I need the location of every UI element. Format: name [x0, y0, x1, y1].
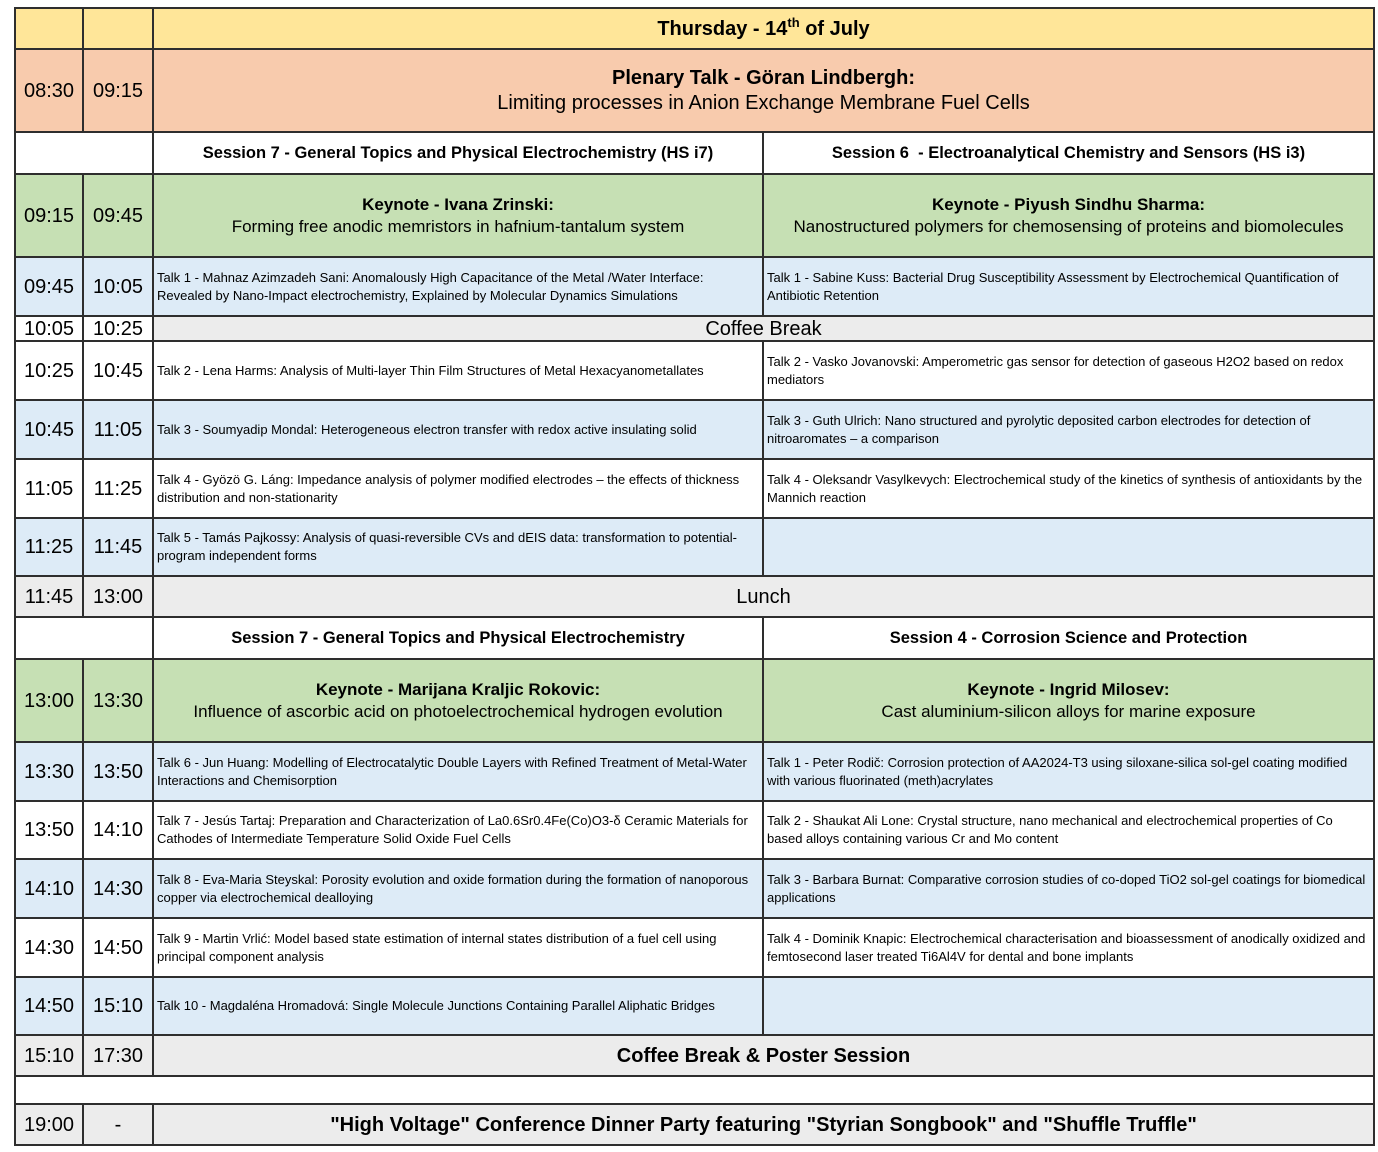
talk-row — [15, 257, 1374, 316]
start-time: 13:00 — [15, 659, 83, 742]
keynote-title: Influence of ascorbic acid on photoelectrochemical hydrogen evolution — [193, 701, 723, 721]
talk-row — [15, 341, 1374, 400]
keynote-heading: Keynote - Ivana Zrinski: — [362, 194, 554, 214]
start-time: 13:30 — [15, 742, 83, 801]
talk-right: Talk 4 - Dominik Knapic: Electrochemical characterisation and bioassessment of anodically oxidized and femtosecond laser treated Ti6Al4V for dental and bone implants — [763, 918, 1374, 977]
session-header-row — [15, 617, 1374, 659]
session-header-blank — [15, 132, 153, 174]
talk-row — [15, 918, 1374, 977]
end-time: 14:30 — [83, 859, 153, 918]
talk-right: Talk 4 - Oleksandr Vasylkevych: Electrochemical study of the kinetics of synthesis of antioxidants by the Mannich reaction — [763, 459, 1374, 518]
end-time: 14:10 — [83, 801, 153, 859]
end-time: 14:50 — [83, 918, 153, 977]
start-time: 09:15 — [15, 174, 83, 257]
talk-left: Talk 2 - Lena Harms: Analysis of Multi-layer Thin Film Structures of Metal Hexacyanometallates — [153, 341, 763, 400]
talk-left: Talk 1 - Mahnaz Azimzadeh Sani: Anomalously High Capacitance of the Metal /Water Interface: Revealed by Nano-Impact electrochemistry, Explained by Molecular Dynamics Simulations — [153, 257, 763, 316]
talk-row — [15, 459, 1374, 518]
spacer-row — [15, 1076, 1374, 1104]
dinner-label: "High Voltage" Conference Dinner Party featuring "Styrian Songbook" and "Shuffle Truffle" — [153, 1104, 1374, 1145]
talk-row — [15, 400, 1374, 459]
keynote-title: Cast aluminium-silicon alloys for marine exposure — [881, 701, 1256, 721]
talk-right: Talk 1 - Sabine Kuss: Bacterial Drug Susceptibility Assessment by Electrochemical Quantification of Antibiotic Retention — [763, 257, 1374, 316]
keynote-row — [15, 174, 1374, 257]
talk-row — [15, 518, 1374, 576]
keynote-left — [153, 174, 763, 257]
end-time: 11:05 — [83, 400, 153, 459]
start-time: 09:45 — [15, 257, 83, 316]
start-time: 14:10 — [15, 859, 83, 918]
talk-right: Talk 3 - Barbara Burnat: Comparative corrosion studies of co-doped TiO2 sol-gel coatings for biomedical applications — [763, 859, 1374, 918]
day-title-ordinal: th — [787, 14, 800, 30]
spacer-cell — [15, 1076, 1374, 1104]
end-time: 17:30 — [83, 1035, 153, 1076]
dinner-row — [15, 1104, 1374, 1145]
talk-row — [15, 801, 1374, 859]
talk-right: Talk 1 - Peter Rodič: Corrosion protection of AA2024-T3 using siloxane-silica sol-gel coating modified with various fluorinated (meth)acrylates — [763, 742, 1374, 801]
talk-left: Talk 4 - Gyözö G. Láng: Impedance analysis of polymer modified electrodes – the effects of thickness distribution and non-stationarity — [153, 459, 763, 518]
day-title — [153, 8, 1374, 49]
poster-session-label: Coffee Break & Poster Session — [153, 1035, 1374, 1076]
end-time: 09:45 — [83, 174, 153, 257]
talk-left: Talk 5 - Tamás Pajkossy: Analysis of quasi-reversible CVs and dEIS data: transformation to potential-program independent forms — [153, 518, 763, 576]
header-end-blank — [83, 8, 153, 49]
talk-right: Talk 2 - Shaukat Ali Lone: Crystal structure, nano mechanical and electrochemical properties of Co based alloys containing various Cr and Mo content — [763, 801, 1374, 859]
talk-right-empty — [763, 518, 1374, 576]
start-time: 10:25 — [15, 341, 83, 400]
talk-left: Talk 10 - Magdaléna Hromadová: Single Molecule Junctions Containing Parallel Aliphatic Bridges — [153, 977, 763, 1035]
end-time: 13:00 — [83, 576, 153, 617]
start-time: 11:05 — [15, 459, 83, 518]
end-time: 11:25 — [83, 459, 153, 518]
end-time: 09:15 — [83, 49, 153, 132]
end-time: 13:30 — [83, 659, 153, 742]
start-time: 13:50 — [15, 801, 83, 859]
talk-row — [15, 742, 1374, 801]
end-time: 11:45 — [83, 518, 153, 576]
start-time: 11:25 — [15, 518, 83, 576]
start-time: 11:45 — [15, 576, 83, 617]
talk-left: Talk 8 - Eva-Maria Steyskal: Porosity evolution and oxide formation during the formation of nanoporous copper via electrochemical dealloying — [153, 859, 763, 918]
break-row — [15, 316, 1374, 341]
session-heading-left: Session 7 - General Topics and Physical Electrochemistry (HS i7) — [153, 132, 763, 174]
start-time: 14:50 — [15, 977, 83, 1035]
plenary-heading: Plenary Talk - Göran Lindbergh: — [611, 66, 915, 89]
keynote-title: Forming free anodic memristors in hafnium-tantalum system — [231, 216, 685, 236]
session-header-row — [15, 132, 1374, 174]
keynote-heading: Keynote - Piyush Sindhu Sharma: — [932, 194, 1205, 214]
talk-right: Talk 2 - Vasko Jovanovski: Amperometric gas sensor for detection of gaseous H2O2 based on redox mediators — [763, 341, 1374, 400]
keynote-title: Nanostructured polymers for chemosensing of proteins and biomolecules — [793, 216, 1344, 236]
start-time: 15:10 — [15, 1035, 83, 1076]
start-time: 10:45 — [15, 400, 83, 459]
talk-left: Talk 3 - Soumyadip Mondal: Heterogeneous electron transfer with redox active insulating solid — [153, 400, 763, 459]
session-heading-right: Session 4 - Corrosion Science and Protection — [763, 617, 1374, 659]
day-header-row — [15, 8, 1374, 49]
lunch-row — [15, 576, 1374, 617]
header-start-blank — [15, 8, 83, 49]
day-title-suffix: of July — [805, 17, 870, 40]
talk-left: Talk 7 - Jesús Tartaj: Preparation and Characterization of La0.6Sr0.4Fe(Co)O3-δ Ceramic Materials for Cathodes of Intermediate Temperature Solid Oxide Fuel Cells — [153, 801, 763, 859]
keynote-right — [763, 174, 1374, 257]
schedule-table — [14, 7, 1375, 1146]
end-time: - — [83, 1104, 153, 1145]
end-time: 10:05 — [83, 257, 153, 316]
keynote-heading: Keynote - Marijana Kraljic Rokovic: — [315, 679, 601, 699]
talk-row — [15, 859, 1374, 918]
coffee-break-label: Coffee Break — [153, 316, 1374, 341]
start-time: 10:05 — [15, 316, 83, 341]
session-header-blank — [15, 617, 153, 659]
keynote-right — [763, 659, 1374, 742]
plenary-title: Limiting processes in Anion Exchange Membrane Fuel Cells — [497, 91, 1030, 114]
lunch-label: Lunch — [153, 576, 1374, 617]
plenary-row — [15, 49, 1374, 132]
start-time: 14:30 — [15, 918, 83, 977]
session-heading-left: Session 7 - General Topics and Physical Electrochemistry — [153, 617, 763, 659]
end-time: 13:50 — [83, 742, 153, 801]
talk-right: Talk 3 - Guth Ulrich: Nano structured and pyrolytic deposited carbon electrodes for detection of nitroaromates – a comparison — [763, 400, 1374, 459]
talk-left: Talk 9 - Martin Vrlić: Model based state estimation of internal states distribution of a fuel cell using principal component analysis — [153, 918, 763, 977]
start-time: 19:00 — [15, 1104, 83, 1145]
talk-row — [15, 977, 1374, 1035]
talk-right-empty — [763, 977, 1374, 1035]
keynote-row — [15, 659, 1374, 742]
plenary-cell — [153, 49, 1374, 132]
end-time: 15:10 — [83, 977, 153, 1035]
talk-left: Talk 6 - Jun Huang: Modelling of Electrocatalytic Double Layers with Refined Treatment of Metal-Water Interactions and Chemisorption — [153, 742, 763, 801]
poster-row — [15, 1035, 1374, 1076]
keynote-left — [153, 659, 763, 742]
end-time: 10:45 — [83, 341, 153, 400]
start-time: 08:30 — [15, 49, 83, 132]
keynote-heading: Keynote - Ingrid Milosev: — [967, 679, 1170, 699]
session-heading-right: Session 6 - Electroanalytical Chemistry and Sensors (HS i3) — [763, 132, 1374, 174]
day-title-prefix: Thursday - 14 — [657, 17, 788, 40]
end-time: 10:25 — [83, 316, 153, 341]
